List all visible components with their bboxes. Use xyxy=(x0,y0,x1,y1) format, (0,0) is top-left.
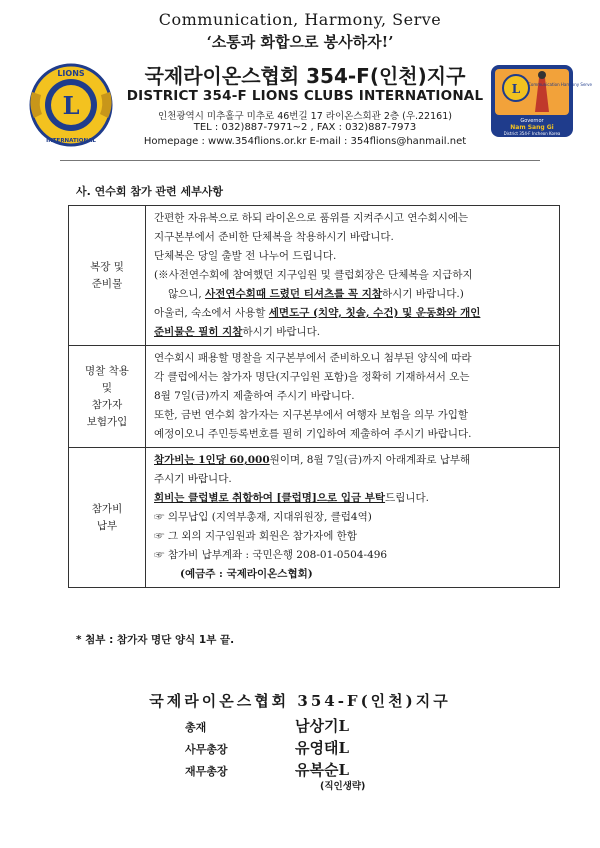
emphasis-tshirt: 사전연수회때 드렸던 티셔츠를 꼭 지참 xyxy=(205,288,383,300)
organization-name-korean: 국제라이온스협회 354-F(인천)지구 xyxy=(144,64,466,88)
homepage-email: Homepage : www.354flions.or.kr E-mail : 354flions@hanmail.net xyxy=(143,136,467,147)
pointing-hand-icon: ☞ xyxy=(154,511,165,523)
signature-organization: 국제라이온스협회 354-F(인천)지구 xyxy=(149,692,451,710)
table-row-fee xyxy=(69,448,560,588)
organization-name-english: DISTRICT 354-F LIONS CLUBS INTERNATIONAL xyxy=(126,88,484,104)
row-label-dress: 복장 및 준비물 xyxy=(69,206,146,346)
section-title: 사. 연수회 참가 관련 세부사항 xyxy=(76,185,224,198)
emblem-caption-district: District 354-F Incheon Korea xyxy=(503,131,561,136)
row-content-dress: 간편한 자유복으로 하되 라이온으로 품위를 지켜주시고 연수회시에는 지구본부에서 준비한 단체복을 착용하시기 바랍니다. 단체복은 당일 출발 전 나누어 드립니다. (※사전연수회에 참여했던 지구임원 및 클럽회장은 단체복을 지급하지 않으니, 사전연수회때 드렸던 티셔츠를 꼭 지참하시기 바랍니다.) 아울러, 숙소에서 사용할 세면도구 (치약, 칫솔, 수건) 및 운동화와 개인 준비물은 필히 지참하시기 바랍니다. xyxy=(146,206,560,346)
row-content-nametag: 연수회시 패용할 명찰을 지구본부에서 준비하오니 첨부된 양식에 따라 각 클럽에서는 참가자 명단(지구임원 포함)을 정확히 기재하셔서 오는 8월 7일(금)까지 제출하여 주시기 바랍니다. 또한, 금번 연수회 참가자는 지구본부에서 여행자 보험을 의무 가입할 예정이오니 주민등록번호를 필히 기입하여 제출하여 주시기 바랍니다. xyxy=(146,346,560,448)
emphasis-club-deposit: 회비는 클럽별로 취합하여 [클럽명]으로 입금 부탁 xyxy=(154,492,386,504)
svg-text:L: L xyxy=(511,82,521,96)
emblem-slogan: Communication Harmony Serve xyxy=(528,82,592,87)
address: 인천광역시 미추홀구 미추로 46번길 17 라이온스회관 2층 (우.22161) xyxy=(158,111,452,122)
signature-row-governor xyxy=(0,715,600,736)
tel-fax: TEL : 032)887-7971~2 , FAX : 032)887-7973 xyxy=(193,122,417,133)
signature-role: 총재 xyxy=(185,721,207,734)
emphasis-toiletries: 세면도구 (치약, 칫솔, 수건) 및 운동화와 개인 xyxy=(268,307,481,319)
signature-name: 유영태L xyxy=(295,739,350,757)
attachment-note: * 첨부 : 참가자 명단 양식 1부 끝. xyxy=(76,634,235,646)
header-divider xyxy=(60,160,540,161)
emblem-caption-governor: Governor xyxy=(520,118,544,124)
emphasis-personal-items: 준비물은 필히 지참 xyxy=(154,326,243,338)
row-label-fee: 참가비 납부 xyxy=(69,448,146,588)
pointing-hand-icon: ☞ xyxy=(154,549,165,561)
row-label-nametag: 명찰 착용 및 참가자 보험가입 xyxy=(69,346,146,448)
account-holder: (예금주 : 국제라이온스협회) xyxy=(180,568,313,580)
table-row-nametag xyxy=(69,346,560,448)
seal-omitted-note: (직인생략) xyxy=(320,781,366,792)
motto-korean: ‘소통과 화합으로 봉사하자!’ xyxy=(206,33,394,51)
lions-logo-bottom-text: INTERNATIONAL xyxy=(46,138,96,144)
lions-logo-top-text: LIONS xyxy=(57,69,85,78)
motto-english: Communication, Harmony, Serve xyxy=(158,10,442,29)
signature-role: 사무총장 xyxy=(185,743,228,756)
row-content-fee: 참가비는 1인당 60,000원이며, 8월 7일(금)까지 아래계좌로 납부해 주시기 바랍니다. 회비는 클럽별로 취합하여 [클럽명]으로 입금 부탁드립니다. ☞ 의무납입 (지역부총재, 지대위원장, 클럽4역) ☞ 그 외의 지구임원과 회원은 참가자에 한함 ☞ 참가비 납부계좌 : 국민은행 208-01-0504-496 (예금주 : 국제라이온스협회) xyxy=(146,448,560,588)
signature-name: 유복순L xyxy=(295,761,350,779)
governor-emblem-icon xyxy=(490,64,592,138)
emblem-caption-name: Nam Sang Gi xyxy=(510,124,554,131)
signature-name: 남상기L xyxy=(295,717,350,735)
lions-logo-icon xyxy=(28,62,114,148)
signature-role: 재무총장 xyxy=(185,765,228,778)
pointing-hand-icon: ☞ xyxy=(154,530,165,542)
table-row-dress xyxy=(69,206,560,346)
signature-row-treasurer xyxy=(0,759,600,780)
details-table xyxy=(68,205,560,588)
signature-row-secretary xyxy=(0,737,600,758)
emphasis-fee-amount: 참가비는 1인당 60,000 xyxy=(154,454,270,466)
lions-logo-letter: L xyxy=(62,91,80,120)
